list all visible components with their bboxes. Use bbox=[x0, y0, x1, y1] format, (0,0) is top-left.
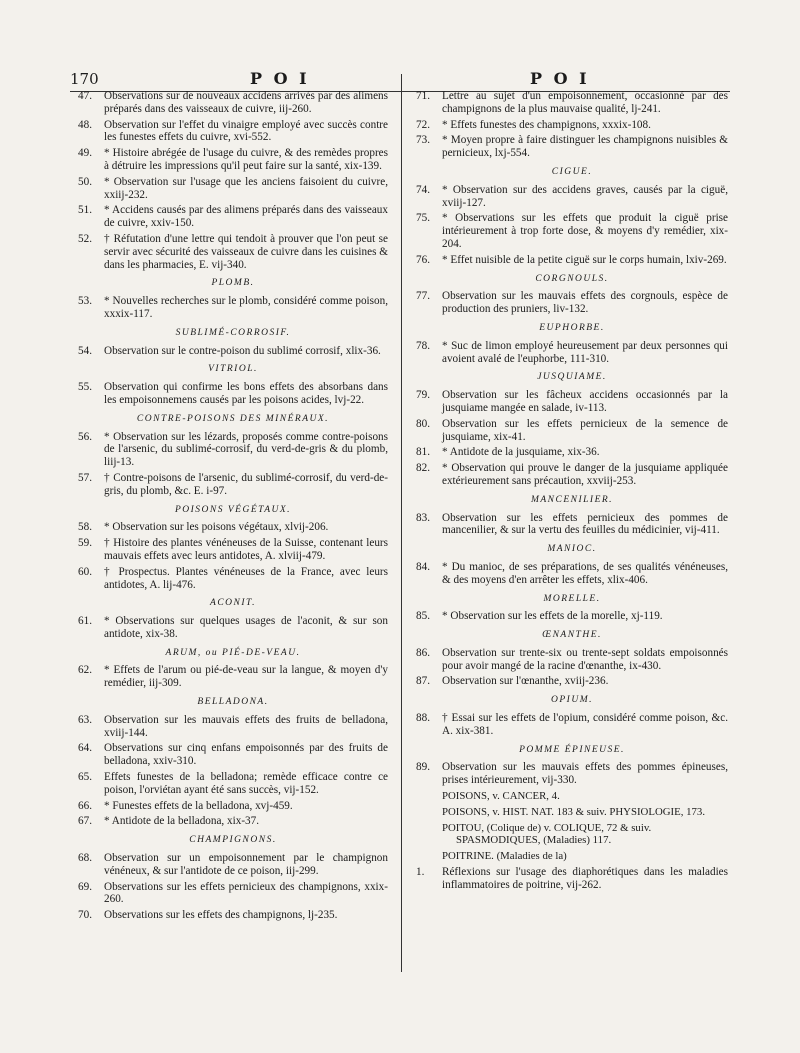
entry-text: Observation qui confirme les bons effets des absorbans dans les empoisonnemens causés par les poisons acides, lvj-22. bbox=[104, 381, 388, 406]
entry-text: † Réfutation d'une lettre qui tendoit à prouver que l'on peut se servir avec sécurité des vaisseaux de cuivre dans les cuisines & dans les pharmacies, E. vij-340. bbox=[104, 232, 388, 271]
entry-number: 87. bbox=[416, 675, 430, 688]
entry-number: 65. bbox=[78, 771, 92, 784]
entry-text: * Effets funestes des champignons, xxxix-108. bbox=[442, 118, 651, 131]
section-heading: PLOMB. bbox=[211, 278, 255, 289]
entry-text: † Prospectus. Plantes vénéneuses de la France, avec leurs antidotes, A. lij-476. bbox=[104, 565, 388, 591]
entry-number: 88. bbox=[416, 712, 430, 725]
index-entry bbox=[416, 389, 728, 415]
index-entry bbox=[78, 852, 388, 878]
running-head-right: P O I bbox=[530, 69, 590, 88]
section-heading: OPIUM. bbox=[551, 695, 593, 706]
index-entry bbox=[78, 664, 388, 690]
section-heading: CIGUE. bbox=[551, 166, 593, 177]
index-entry bbox=[78, 381, 388, 407]
index-entry bbox=[78, 909, 388, 922]
entry-number: 76. bbox=[416, 253, 430, 266]
index-entry bbox=[78, 742, 388, 768]
cross-reference: POISONS, v. HIST. NAT. 183 & suiv. PHYSIOLOGIE, 173. bbox=[442, 805, 706, 818]
entry-text: * Suc de limon employé heureusement par deux personnes qui avoient avalé de l'euphorbe, 111-310. bbox=[442, 339, 728, 365]
section-heading: EUPHORBE. bbox=[539, 322, 605, 333]
entry-text: Observation sur l'effet du vinaigre employé avec succès contre les funestes effets du cuivre, xvi-552. bbox=[104, 118, 388, 144]
entry-text: * Moyen propre à faire distinguer les champignons nuisibles & pernicieux, lxj-554. bbox=[442, 134, 728, 160]
entry-number: 58. bbox=[78, 521, 92, 534]
entry-text: * Observation sur des accidens graves, causés par la ciguë, xviij-127. bbox=[442, 183, 728, 209]
entry-number: 69. bbox=[78, 880, 92, 893]
entry-number: 52. bbox=[78, 232, 92, 245]
entry-number: 56. bbox=[78, 430, 92, 443]
index-entry bbox=[78, 815, 388, 828]
entry-text: * Du manioc, de ses préparations, de ses qualités vénéneuses, & des moyens d'en arrêter les effets, xlix-406. bbox=[442, 560, 728, 586]
index-entry bbox=[416, 462, 728, 488]
entry-text: † Contre-poisons de l'arsenic, du sublimé-corrosif, du verd-de-gris, du plomb, &c. E. i-97. bbox=[104, 471, 388, 497]
index-entry bbox=[78, 800, 388, 813]
index-entry bbox=[416, 290, 728, 316]
entry-text: * Observations sur quelques usages de l'aconit, & sur son antidote, xix-38. bbox=[104, 615, 388, 640]
index-entry bbox=[416, 512, 728, 538]
entry-text: * Antidote de la belladona, xix-37. bbox=[104, 815, 260, 828]
entry-text: Réflexions sur l'usage des diaphorétiques dans les maladies inflammatoires de poitrine, vij-262. bbox=[442, 866, 728, 891]
entry-text: Observation sur l'œnanthe, xviij-236. bbox=[442, 675, 609, 688]
index-entry bbox=[78, 90, 388, 116]
index-entry bbox=[78, 566, 388, 592]
entry-number: 49. bbox=[78, 147, 92, 160]
section-heading: MORELLE. bbox=[543, 593, 601, 604]
entry-number: 83. bbox=[416, 511, 430, 524]
entry-text: Observations sur de nouveaux accidens arrivés par des alimens préparés dans des vaisseaux de cuivre, iij-260. bbox=[104, 90, 388, 115]
entry-number: 50. bbox=[78, 175, 92, 188]
entry-number: 54. bbox=[78, 344, 92, 357]
entry-number: 77. bbox=[416, 290, 430, 303]
index-entry bbox=[416, 647, 728, 673]
entry-text: * Observation qui prouve le danger de la jusquiame appliquée extérieurement sans précaution, xxviij-253. bbox=[442, 462, 728, 487]
entry-number: 78. bbox=[416, 339, 430, 352]
entry-text: Observations sur les effets pernicieux des champignons, xxix-260. bbox=[104, 880, 388, 906]
index-entry bbox=[78, 204, 388, 230]
cross-reference: POISONS, v. CANCER, 4. bbox=[442, 790, 560, 803]
entry-number: 48. bbox=[78, 118, 92, 131]
section-heading: ARUM, ou PIÉ-DE-VEAU. bbox=[165, 647, 301, 658]
entry-text: * Effets de l'arum ou pié-de-veau sur la langue, & moyen d'y remédier, iij-309. bbox=[104, 664, 388, 690]
index-entry bbox=[78, 345, 388, 358]
entry-number: 71. bbox=[416, 90, 430, 102]
index-entry bbox=[416, 212, 728, 250]
index-entry bbox=[78, 176, 388, 202]
index-entry bbox=[78, 537, 388, 563]
entry-number: 63. bbox=[78, 713, 92, 726]
running-head-left: P O I bbox=[250, 69, 310, 88]
entry-text: Observations sur les effets des champignons, lj-235. bbox=[104, 909, 338, 922]
entry-number: 75. bbox=[416, 212, 430, 225]
entry-number: 53. bbox=[78, 295, 92, 308]
entry-text: Observation sur trente-six ou trente-sept soldats empoisonnés pour avoir mangé de la racine d'œnanthe, ix-430. bbox=[442, 646, 728, 672]
entry-number: 81. bbox=[416, 446, 430, 459]
entry-text: Observations sur cinq enfans empoisonnés par des fruits de belladona, xxiv-310. bbox=[104, 742, 388, 768]
entry-number: 51. bbox=[78, 204, 92, 217]
section-heading: CONTRE-POISONS DES MINÉRAUX. bbox=[136, 413, 330, 424]
entry-text: * Antidote de la jusquiame, xix-36. bbox=[442, 446, 600, 459]
index-entry bbox=[416, 418, 728, 444]
section-heading: POMME ÉPINEUSE. bbox=[519, 744, 625, 755]
entry-text: * Accidens causés par des alimens préparés dans des vaisseaux de cuivre, xxiv-150. bbox=[104, 204, 388, 230]
entry-text: * Nouvelles recherches sur le plomb, considéré comme poison, xxxix-117. bbox=[104, 295, 388, 320]
entry-text: Observation sur les effets pernicieux de la semence de jusquiame, xix-41. bbox=[442, 417, 728, 443]
index-entry bbox=[416, 761, 728, 787]
index-entry bbox=[416, 610, 728, 623]
index-entry bbox=[416, 446, 728, 459]
column-divider bbox=[401, 74, 402, 972]
index-entry bbox=[416, 712, 728, 738]
entry-text: Observation sur les mauvais effets des pommes épineuses, prises intérieurement, vij-330. bbox=[442, 761, 728, 787]
entry-text: † Essai sur les effets de l'opium, considéré comme poison, &c. A. xix-381. bbox=[442, 712, 728, 737]
section-heading: MANIOC. bbox=[547, 544, 597, 555]
index-entry bbox=[416, 134, 728, 160]
entry-text: * Observation sur les poisons végétaux, xlvij-206. bbox=[104, 521, 329, 534]
section-heading: SUBLIMÉ-CORROSIF. bbox=[175, 327, 291, 338]
index-entry bbox=[416, 119, 728, 132]
entry-number: 80. bbox=[416, 417, 430, 430]
entry-number: 72. bbox=[416, 118, 430, 131]
entry-number: 89. bbox=[416, 761, 430, 774]
index-entry bbox=[78, 521, 388, 534]
index-entry bbox=[416, 561, 728, 587]
section-heading: MANCENILIER. bbox=[530, 494, 614, 505]
index-entry bbox=[416, 340, 728, 366]
entry-text: Observation sur les effets pernicieux des pommes de mancenilier, & sur la vertu des feuilles du médicinier, vij-411. bbox=[442, 511, 728, 537]
entry-text: * Observation sur les effets de la morelle, xj-119. bbox=[442, 610, 663, 623]
page-number: 170 bbox=[70, 70, 99, 88]
index-entry bbox=[78, 295, 388, 321]
right-column bbox=[416, 90, 728, 895]
section-heading: ŒNANTHE. bbox=[542, 630, 602, 641]
entry-text: Observation sur le contre-poison du sublimé corrosif, xlix-36. bbox=[104, 344, 381, 357]
section-heading: POISONS VÉGÉTAUX. bbox=[174, 504, 292, 515]
entry-text: Observation sur les mauvais effets des fruits de belladona, xviij-144. bbox=[104, 713, 388, 739]
entry-text: * Observations sur les effets que produit la ciguë prise intérieurement à trop forte dose, & moyens d'y remédier, xix-204. bbox=[442, 212, 728, 250]
entry-text: Observation sur les fâcheux accidens occasionnés par la jusquiame mangée en salade, iv-113. bbox=[442, 389, 728, 414]
section-heading: VITRIOL. bbox=[208, 364, 258, 375]
entry-number: 61. bbox=[78, 615, 92, 628]
entry-number: 57. bbox=[78, 471, 92, 484]
entry-text: † Histoire des plantes vénéneuses de la Suisse, contenant leurs mauvais effets avec leurs antidotes, A. xlviij-479. bbox=[104, 537, 388, 562]
section-heading: ACONIT. bbox=[210, 598, 256, 609]
section-heading: CORGNOULS. bbox=[535, 273, 609, 284]
index-entry bbox=[416, 184, 728, 210]
entry-text: Observation sur les mauvais effets des corgnouls, espèce de production des pruniers, liv-132. bbox=[442, 290, 728, 316]
entry-number: 47. bbox=[78, 90, 92, 102]
index-entry bbox=[78, 714, 388, 740]
entry-text: Effets funestes de la belladona; remède efficace contre ce poison, l'orviétan ayant été sans succès, vij-152. bbox=[104, 771, 388, 796]
index-entry bbox=[78, 233, 388, 271]
left-column bbox=[78, 90, 388, 925]
entry-text: * Observation sur les lézards, proposés comme contre-poisons de l'arsenic, du sublimé-corrosif, du verd-de-gris & du plomb, liij-13. bbox=[104, 430, 388, 469]
entry-text: * Effet nuisible de la petite ciguë sur le corps humain, lxiv-269. bbox=[442, 253, 727, 266]
entry-number: 1. bbox=[416, 866, 425, 879]
entry-number: 70. bbox=[78, 909, 92, 922]
index-entry bbox=[416, 866, 728, 892]
entry-text: Lettre au sujet d'un empoisonnement, occasionné par des champignons de la plus mauvaise qualité, lj-241. bbox=[442, 90, 728, 115]
index-entry bbox=[416, 90, 728, 116]
cross-reference: POITOU, (Colique de) v. COLIQUE, 72 & suiv. SPASMODIQUES, (Maladies) 117. bbox=[442, 821, 652, 847]
entry-text: * Histoire abrégée de l'usage du cuivre, & des remèdes propres à détruire les impressions qu'il peut faire sur la santé, xix-139. bbox=[104, 147, 388, 172]
entry-text: * Observation sur l'usage que les anciens faisoient du cuivre, xxiij-232. bbox=[104, 175, 388, 201]
entry-number: 73. bbox=[416, 134, 430, 147]
index-entry bbox=[78, 881, 388, 907]
entry-number: 55. bbox=[78, 381, 92, 394]
entry-number: 74. bbox=[416, 183, 430, 196]
index-entry bbox=[416, 675, 728, 688]
entry-number: 68. bbox=[78, 852, 92, 865]
entry-number: 64. bbox=[78, 742, 92, 755]
entry-number: 67. bbox=[78, 815, 92, 828]
entry-text: Observation sur un empoisonnement par le champignon vénéneux, & sur l'antidote de ce poison, iij-299. bbox=[104, 852, 388, 877]
entry-number: 66. bbox=[78, 799, 92, 812]
entry-number: 79. bbox=[416, 389, 430, 402]
cross-reference: POITRINE. (Maladies de la) bbox=[442, 850, 567, 863]
section-heading: CHAMPIGNONS. bbox=[189, 835, 277, 846]
index-entry bbox=[78, 119, 388, 145]
entry-number: 86. bbox=[416, 646, 430, 659]
entry-number: 62. bbox=[78, 664, 92, 677]
page-header bbox=[70, 70, 730, 92]
section-heading: JUSQUIAME. bbox=[537, 372, 607, 383]
entry-number: 84. bbox=[416, 560, 430, 573]
index-entry bbox=[78, 147, 388, 173]
section-heading: BELLADONA. bbox=[197, 697, 269, 708]
index-entry bbox=[78, 472, 388, 498]
entry-number: 59. bbox=[78, 537, 92, 550]
index-entry bbox=[78, 771, 388, 797]
entry-text: * Funestes effets de la belladona, xvj-459. bbox=[104, 799, 293, 812]
index-entry bbox=[78, 615, 388, 641]
entry-number: 85. bbox=[416, 610, 430, 623]
index-entry bbox=[416, 254, 728, 267]
entry-number: 82. bbox=[416, 462, 430, 475]
index-entry bbox=[78, 431, 388, 469]
entry-number: 60. bbox=[78, 565, 92, 578]
